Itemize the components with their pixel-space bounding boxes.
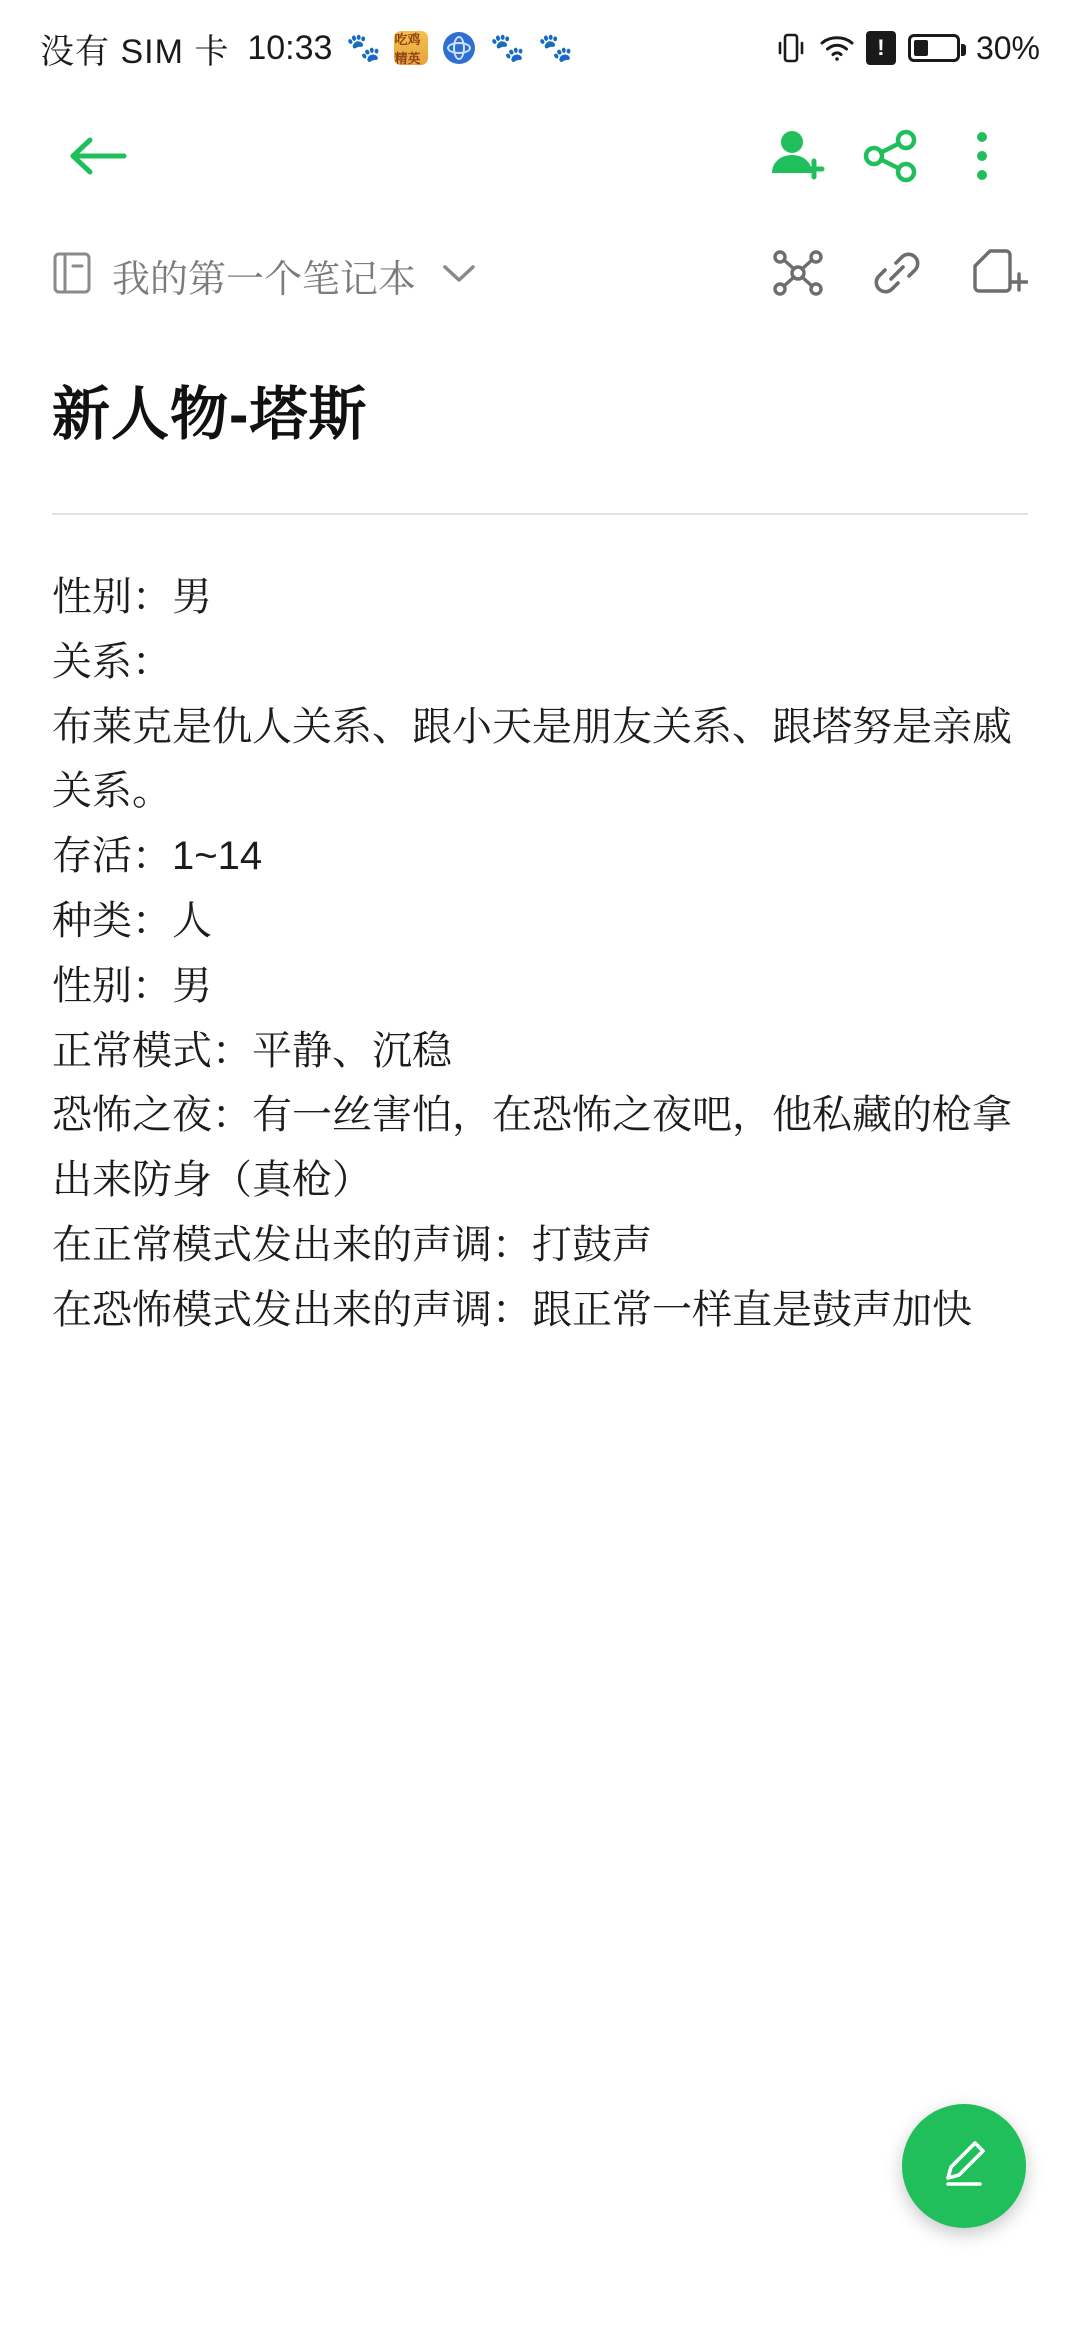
note-body[interactable] bbox=[0, 515, 1080, 1343]
notebook-action-icons bbox=[772, 246, 1028, 305]
paw-icon: 🐾 bbox=[538, 32, 573, 63]
note-paragraph: 在恐怖模式发出来的声调：跟正常一样直是鼓声加快 bbox=[52, 1287, 972, 1332]
tag-add-icon[interactable] bbox=[970, 246, 1028, 305]
notebook-icon bbox=[52, 251, 92, 300]
battery-icon bbox=[908, 34, 960, 62]
note-paragraph: 正常模式：平静、沉稳 bbox=[52, 1028, 452, 1073]
link-icon[interactable] bbox=[870, 246, 924, 305]
person-add-button[interactable] bbox=[752, 110, 844, 202]
wifi-icon bbox=[820, 31, 854, 65]
notebook-selector[interactable] bbox=[52, 248, 772, 303]
more-options-button[interactable] bbox=[936, 110, 1028, 202]
note-paragraph: 性别：男 bbox=[52, 575, 212, 619]
status-bar-clock: 10:33 bbox=[247, 28, 333, 67]
note-paragraph: 存活：1~14 bbox=[52, 834, 263, 879]
paw-icon: 🐾 bbox=[490, 32, 525, 63]
battery-alert-icon: ! bbox=[866, 31, 896, 65]
note-paragraph: 关系： bbox=[52, 639, 172, 684]
note-paragraph: 性别：男 bbox=[52, 963, 212, 1008]
status-bar bbox=[0, 0, 1080, 96]
mindmap-icon[interactable] bbox=[772, 247, 824, 304]
top-action-bar bbox=[0, 96, 1080, 216]
sim-status-text: 没有 SIM 卡 bbox=[40, 32, 230, 71]
back-button[interactable] bbox=[52, 110, 144, 202]
globe-icon bbox=[442, 31, 476, 65]
paw-icon: 🐾 bbox=[346, 32, 381, 63]
chevron-down-icon[interactable] bbox=[442, 259, 476, 293]
note-paragraph: 布莱克是仇人关系、跟小天是朋友关系、跟塔努是亲戚关系。 bbox=[52, 704, 1012, 814]
status-bar-left bbox=[40, 24, 774, 73]
battery-percent-label: 30% bbox=[975, 29, 1040, 66]
share-button[interactable] bbox=[844, 110, 936, 202]
note-paragraph: 在正常模式发出来的声调：打鼓声 bbox=[52, 1222, 652, 1267]
vibrate-icon bbox=[774, 31, 808, 65]
note-title[interactable]: 新人物-塔斯 bbox=[52, 382, 368, 447]
edit-note-fab[interactable] bbox=[902, 2104, 1026, 2228]
status-bar-right bbox=[774, 30, 1040, 67]
note-paragraph: 种类：人 bbox=[52, 898, 212, 943]
edit-pencil-icon bbox=[934, 2134, 994, 2199]
notebook-name-label: 我的第一个笔记本 bbox=[112, 259, 417, 301]
app-badge-icon: 吃鸡精英 bbox=[394, 31, 428, 65]
note-paragraph: 恐怖之夜：有一丝害怕，在恐怖之夜吧，他私藏的枪拿出来防身（真枪） bbox=[52, 1093, 1012, 1203]
notebook-row bbox=[0, 216, 1080, 315]
